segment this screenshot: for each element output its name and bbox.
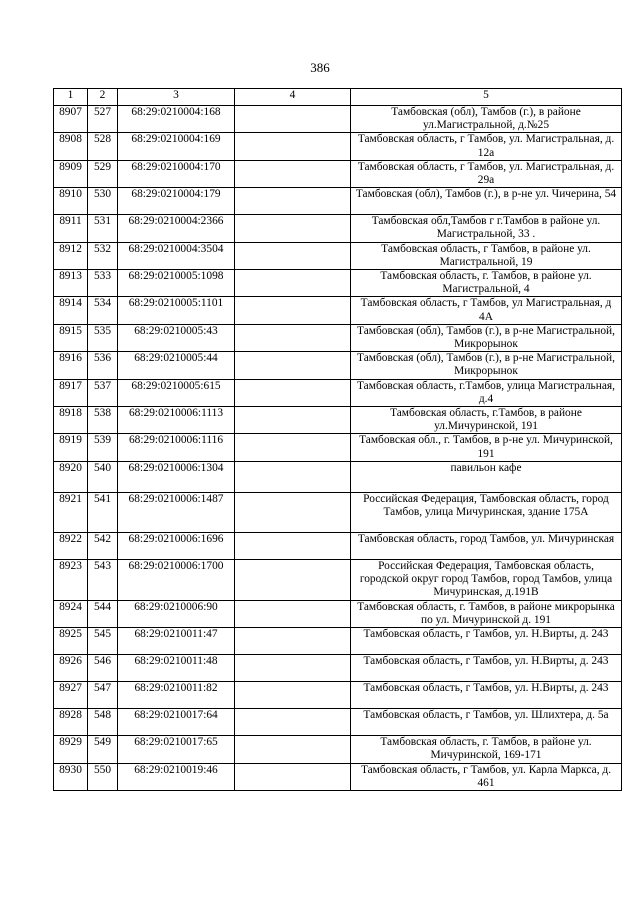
row-number: 8918 (54, 407, 88, 434)
table-row (54, 270, 622, 297)
column-header: 2 (88, 89, 118, 106)
cadastral-number: 68:29:0210006:1700 (118, 559, 235, 600)
table-row (54, 106, 622, 133)
column-4-cell (235, 736, 351, 763)
address-cell: Российская Федерация, Тамбовская область, город Тамбов, улица Мичуринская, здание 175А (351, 492, 622, 532)
address-cell: Тамбовская область, г. Тамбов, в районе микрорынка по ул. Мичуринской д. 191 (351, 600, 622, 627)
address-cell: Тамбовская область, г. Тамбов, в районе ул. Магистральной, 4 (351, 270, 622, 297)
column-4-cell (235, 492, 351, 532)
cadastral-number: 68:29:0210004:2366 (118, 215, 235, 242)
row-number: 8929 (54, 736, 88, 763)
row-number: 8916 (54, 352, 88, 379)
column-4-cell (235, 407, 351, 434)
row-index: 540 (88, 461, 118, 492)
cadastral-number: 68:29:0210011:48 (118, 655, 235, 682)
column-4-cell (235, 461, 351, 492)
cadastral-number: 68:29:0210006:1113 (118, 407, 235, 434)
table-row (54, 160, 622, 187)
column-4-cell (235, 215, 351, 242)
row-index: 535 (88, 324, 118, 351)
cadastral-number: 68:29:0210006:1116 (118, 434, 235, 461)
cadastral-number: 68:29:0210011:82 (118, 682, 235, 709)
cadastral-number: 68:29:0210017:65 (118, 736, 235, 763)
column-4-cell (235, 434, 351, 461)
row-index: 550 (88, 763, 118, 790)
row-index: 539 (88, 434, 118, 461)
row-number: 8917 (54, 379, 88, 406)
address-cell: Тамбовская область, г Тамбов, ул. Н.Вирты, д. 243 (351, 628, 622, 655)
cadastral-number: 68:29:0210004:168 (118, 106, 235, 133)
row-number: 8909 (54, 160, 88, 187)
address-cell: Тамбовская область, город Тамбов, ул. Мичуринская (351, 532, 622, 559)
table-row (54, 324, 622, 351)
row-index: 538 (88, 407, 118, 434)
address-cell: Российская Федерация, Тамбовская область, городской округ город Тамбов, город Тамбов, улица Мичуринская, д.191В (351, 559, 622, 600)
row-index: 528 (88, 133, 118, 160)
row-index: 531 (88, 215, 118, 242)
cadastral-number: 68:29:0210005:1098 (118, 270, 235, 297)
row-number: 8907 (54, 106, 88, 133)
column-4-cell (235, 709, 351, 736)
cadastral-number: 68:29:0210006:1487 (118, 492, 235, 532)
table-row (54, 736, 622, 763)
table-row (54, 709, 622, 736)
cadastral-number: 68:29:0210006:1304 (118, 461, 235, 492)
table-row (54, 133, 622, 160)
table-row (54, 407, 622, 434)
column-header: 3 (118, 89, 235, 106)
row-number: 8926 (54, 655, 88, 682)
row-index: 547 (88, 682, 118, 709)
row-number: 8910 (54, 188, 88, 215)
row-number: 8908 (54, 133, 88, 160)
column-4-cell (235, 188, 351, 215)
cadastral-number: 68:29:0210005:43 (118, 324, 235, 351)
cadastral-number: 68:29:0210017:64 (118, 709, 235, 736)
row-index: 541 (88, 492, 118, 532)
cadastral-table (53, 88, 622, 791)
column-4-cell (235, 242, 351, 269)
column-4-cell (235, 559, 351, 600)
row-index: 549 (88, 736, 118, 763)
table-row (54, 628, 622, 655)
row-number: 8928 (54, 709, 88, 736)
row-number: 8919 (54, 434, 88, 461)
column-4-cell (235, 297, 351, 324)
address-cell: Тамбовская обл,Тамбов г г.Тамбов в районе ул. Магистральной, 33 . (351, 215, 622, 242)
table-row (54, 434, 622, 461)
address-cell: Тамбовская область, г Тамбов, в районе ул. Магистральной, 19 (351, 242, 622, 269)
column-4-cell (235, 106, 351, 133)
table-row (54, 559, 622, 600)
column-4-cell (235, 133, 351, 160)
address-cell: Тамбовская область, г Тамбов, ул. Н.Вирты, д. 243 (351, 682, 622, 709)
cadastral-number: 68:29:0210005:44 (118, 352, 235, 379)
row-number: 8920 (54, 461, 88, 492)
row-number: 8923 (54, 559, 88, 600)
row-index: 542 (88, 532, 118, 559)
table-row (54, 682, 622, 709)
address-cell: павильон кафе (351, 461, 622, 492)
table-row (54, 600, 622, 627)
row-index: 527 (88, 106, 118, 133)
row-number: 8924 (54, 600, 88, 627)
cadastral-number: 68:29:0210004:179 (118, 188, 235, 215)
table-header-row (54, 89, 622, 106)
row-index: 546 (88, 655, 118, 682)
row-number: 8912 (54, 242, 88, 269)
cadastral-number: 68:29:0210004:3504 (118, 242, 235, 269)
table-row (54, 532, 622, 559)
table-row (54, 352, 622, 379)
address-cell: Тамбовская область, г Тамбов, ул. Н.Вирты, д. 243 (351, 655, 622, 682)
address-cell: Тамбовская область, г Тамбов, ул. Шлихтера, д. 5а (351, 709, 622, 736)
cadastral-number: 68:29:0210019:46 (118, 763, 235, 790)
row-number: 8913 (54, 270, 88, 297)
address-cell: Тамбовская (обл), Тамбов (г.), в р-не Магистральной, Микрорынок (351, 324, 622, 351)
column-header: 1 (54, 89, 88, 106)
column-4-cell (235, 379, 351, 406)
cadastral-number: 68:29:0210004:169 (118, 133, 235, 160)
address-cell: Тамбовская область, г Тамбов, ул. Магистральная, д. 29а (351, 160, 622, 187)
row-number: 8911 (54, 215, 88, 242)
table-row (54, 215, 622, 242)
table-row (54, 655, 622, 682)
address-cell: Тамбовская обл., г. Тамбов, в р-не ул. Мичуринской, 191 (351, 434, 622, 461)
row-index: 533 (88, 270, 118, 297)
table-row (54, 242, 622, 269)
row-number: 8925 (54, 628, 88, 655)
column-4-cell (235, 655, 351, 682)
row-index: 544 (88, 600, 118, 627)
column-4-cell (235, 324, 351, 351)
cadastral-number: 68:29:0210006:1696 (118, 532, 235, 559)
table-row (54, 492, 622, 532)
column-header: 4 (235, 89, 351, 106)
column-4-cell (235, 763, 351, 790)
table-row (54, 763, 622, 790)
address-cell: Тамбовская область, г.Тамбов, улица Магистральная, д.4 (351, 379, 622, 406)
cadastral-number: 68:29:0210006:90 (118, 600, 235, 627)
page-number: 386 (310, 60, 330, 75)
cadastral-number: 68:29:0210005:1101 (118, 297, 235, 324)
column-4-cell (235, 532, 351, 559)
column-4-cell (235, 600, 351, 627)
row-index: 536 (88, 352, 118, 379)
address-cell: Тамбовская область, г Тамбов, ул. Карла Маркса, д. 461 (351, 763, 622, 790)
row-number: 8921 (54, 492, 88, 532)
column-header: 5 (351, 89, 622, 106)
row-index: 529 (88, 160, 118, 187)
row-number: 8927 (54, 682, 88, 709)
address-cell: Тамбовская область, г Тамбов, ул Магистральная, д 4А (351, 297, 622, 324)
column-4-cell (235, 352, 351, 379)
address-cell: Тамбовская область, г.Тамбов, в районе ул.Мичуринской, 191 (351, 407, 622, 434)
row-index: 534 (88, 297, 118, 324)
row-number: 8915 (54, 324, 88, 351)
address-cell: Тамбовская область, г Тамбов, ул. Магистральная, д. 12а (351, 133, 622, 160)
row-number: 8914 (54, 297, 88, 324)
address-cell: Тамбовская (обл), Тамбов (г.), в р-не Магистральной, Микрорынок (351, 352, 622, 379)
table-row (54, 188, 622, 215)
cadastral-number: 68:29:0210011:47 (118, 628, 235, 655)
cadastral-number: 68:29:0210005:615 (118, 379, 235, 406)
row-index: 545 (88, 628, 118, 655)
row-index: 548 (88, 709, 118, 736)
address-cell: Тамбовская (обл), Тамбов (г.), в районе ул.Магистральной, д.№25 (351, 106, 622, 133)
table-row (54, 461, 622, 492)
column-4-cell (235, 682, 351, 709)
row-index: 532 (88, 242, 118, 269)
row-number: 8930 (54, 763, 88, 790)
column-4-cell (235, 160, 351, 187)
table-row (54, 297, 622, 324)
row-index: 543 (88, 559, 118, 600)
column-4-cell (235, 628, 351, 655)
table-row (54, 379, 622, 406)
row-index: 530 (88, 188, 118, 215)
table-body (54, 106, 622, 791)
address-cell: Тамбовская область, г. Тамбов, в районе ул. Мичуринской, 169-171 (351, 736, 622, 763)
row-number: 8922 (54, 532, 88, 559)
row-index: 537 (88, 379, 118, 406)
cadastral-number: 68:29:0210004:170 (118, 160, 235, 187)
column-4-cell (235, 270, 351, 297)
address-cell: Тамбовская (обл), Тамбов (г.), в р-не ул. Чичерина, 54 (351, 188, 622, 215)
